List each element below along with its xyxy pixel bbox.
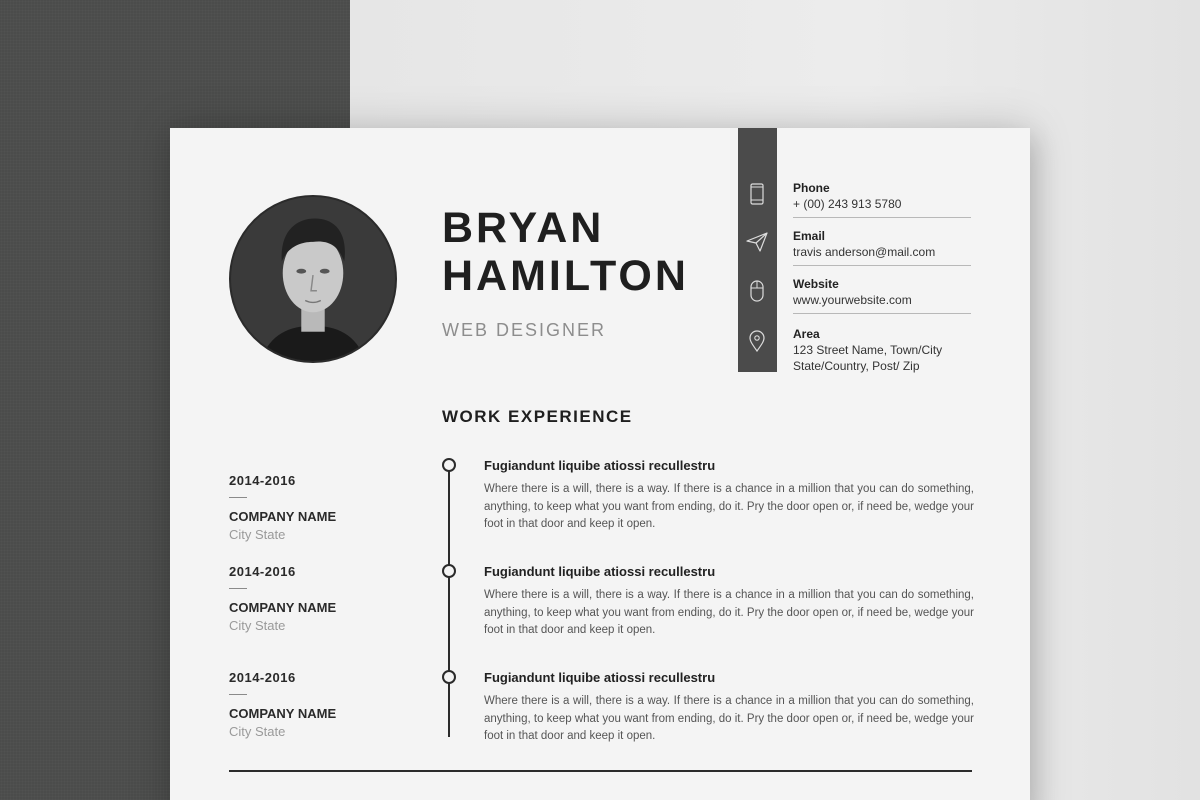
job-meta [229,564,379,635]
company-location: City State [229,618,286,633]
job-headline: Fugiandunt liquibe atiossi recullestru [484,670,716,685]
company-location: City State [229,527,286,542]
contact-website [793,276,971,314]
last-name: HAMILTON [442,252,689,300]
job-entry [484,670,974,746]
timeline-dot [442,458,456,472]
divider [229,497,247,498]
contact-email-value: travis anderson@mail.com [793,245,936,259]
timeline-dot [442,670,456,684]
phone-icon [746,183,768,205]
contact-area-label: Area [793,327,820,341]
contact-icon-bar [738,128,777,372]
contact-area-line-1: 123 Street Name, Town/City [793,343,943,357]
company-name: COMPANY NAME [229,706,337,721]
resume-page [170,128,1030,800]
company-name: COMPANY NAME [229,600,337,615]
work-experience-title: WORK EXPERIENCE [442,407,633,426]
divider [229,588,247,589]
contact-phone-label: Phone [793,181,830,195]
contact-phone-value: + (00) 243 913 5780 [793,197,902,211]
company-location: City State [229,724,286,739]
map-pin-icon [746,330,768,352]
contact-area [793,326,971,374]
job-years: 2014-2016 [229,564,296,579]
profile-photo [229,195,397,363]
job-description: Where there is a will, there is a way. If there is a chance in a million that you can do something, anything, to keep what you want from ending, do it. Pry the door open or, if need be, wedge your foot in that door and keep it open. [484,695,974,742]
bottom-divider [229,770,972,772]
job-entry [484,564,974,640]
mouse-icon [746,280,768,302]
candidate-name [442,204,742,300]
paper-plane-icon [746,231,768,253]
contact-email-label: Email [793,229,826,243]
job-entry [484,458,974,534]
job-headline: Fugiandunt liquibe atiossi recullestru [484,458,716,473]
person-portrait-icon [231,197,395,361]
contact-email [793,228,971,266]
job-meta [229,670,379,741]
contact-area-line-2: State/Country, Post/ Zip [793,359,920,373]
job-meta [229,473,379,544]
job-description: Where there is a will, there is a way. If there is a chance in a million that you can do something, anything, to keep what you want from ending, do it. Pry the door open or, if need be, wedge your foot in that door and keep it open. [484,589,974,636]
contact-phone [793,180,971,218]
first-name: BRYAN [442,204,605,252]
divider [229,694,247,695]
job-years: 2014-2016 [229,670,296,685]
contact-website-label: Website [793,277,839,291]
job-description: Where there is a will, there is a way. If there is a chance in a million that you can do something, anything, to keep what you want from ending, do it. Pry the door open or, if need be, wedge your foot in that door and keep it open. [484,483,974,530]
timeline-dot [442,564,456,578]
job-years: 2014-2016 [229,473,296,488]
company-name: COMPANY NAME [229,509,337,524]
timeline-line [448,471,450,737]
contact-website-value: www.yourwebsite.com [793,293,912,307]
job-title: WEB DESIGNER [442,320,607,340]
job-headline: Fugiandunt liquibe atiossi recullestru [484,564,716,579]
